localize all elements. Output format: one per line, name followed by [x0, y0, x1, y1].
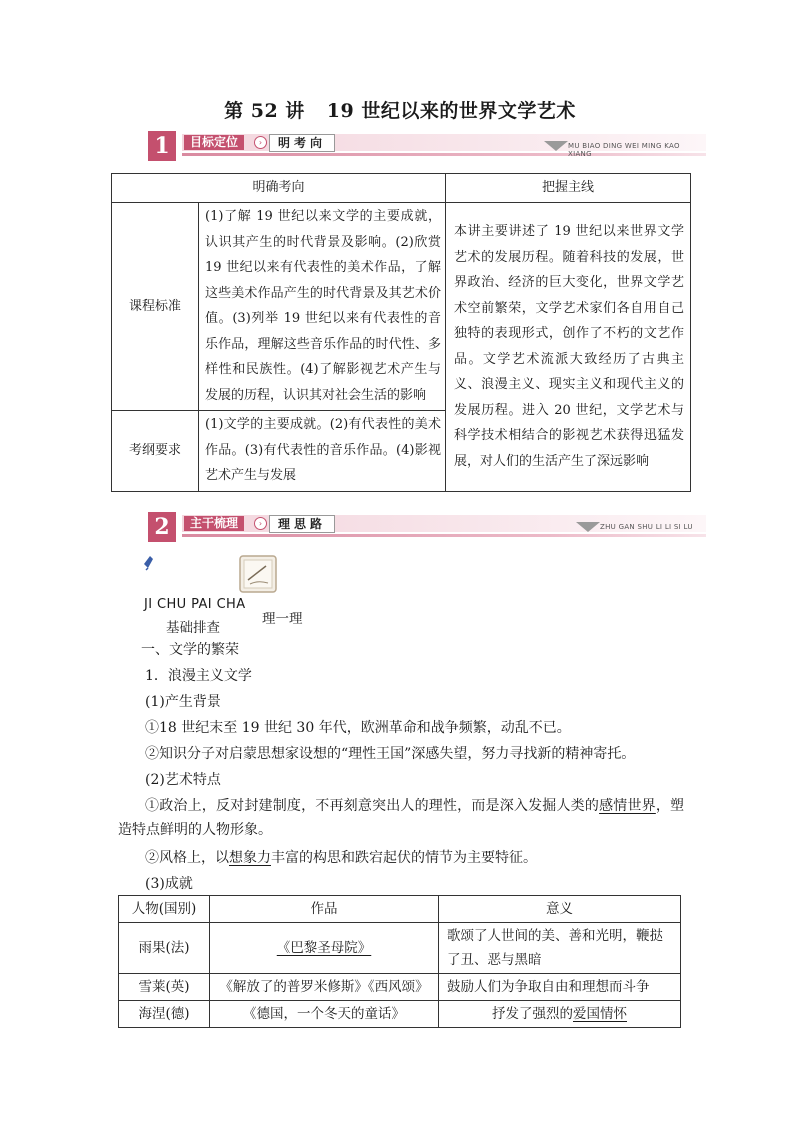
- section-pinyin: MU BIAO DING WEI MING KAO XIANG: [568, 142, 680, 158]
- paragraph: ①18 世纪末至 19 世纪 30 年代，欧洲革命和战争频繁，动乱不已。: [145, 720, 571, 736]
- page-title: [0, 96, 800, 123]
- decor-icons: [140, 550, 290, 598]
- table-header: 作品: [210, 896, 439, 923]
- heading-literature: 一、文学的繁荣: [141, 642, 239, 658]
- section-banner-1: [148, 131, 706, 161]
- work-cell: 《解放了的普罗米修斯》《西风颂》: [210, 974, 439, 1001]
- arrow-right-icon: ›: [254, 517, 267, 530]
- notebook-icon: [240, 556, 276, 592]
- pen-icon: [144, 556, 153, 570]
- basics-label: 基础排查: [166, 620, 220, 636]
- meaning-cell: 鼓励人们为争取自由和理想而斗争: [439, 974, 681, 1001]
- paragraph: ①政治上，反对封建制度，不再刻意突出人的理性，而是深入发掘人类的感情世界，塑造特点鲜明的人物形象。: [118, 798, 685, 838]
- meaning-cell: 歌颂了人世间的美、善和光明，鞭挞了丑、恶与黑暗: [439, 923, 681, 974]
- arrow-right-icon: ›: [254, 136, 267, 149]
- meaning-cell: 抒发了强烈的爱国情怀: [439, 1001, 681, 1028]
- work-cell: 《德国，一个冬天的童话》: [210, 1001, 439, 1028]
- section-pinyin: ZHU GAN SHU LI LI SI LU: [600, 523, 693, 531]
- table-row: [119, 974, 681, 1001]
- table-header: 意义: [439, 896, 681, 923]
- table-row: [112, 174, 691, 203]
- table-row: [119, 896, 681, 923]
- basics-pinyin: JI CHU PAI CHA: [144, 597, 246, 612]
- lecture-number: 第 52 讲: [224, 100, 305, 122]
- section-number: 2: [148, 512, 176, 542]
- section-subtitle: 理思路: [269, 515, 335, 533]
- row-label: 课程标准: [112, 203, 199, 411]
- triangle-mark-icon: [576, 522, 600, 532]
- table-row: [112, 203, 691, 411]
- section-tag: 目标定位: [184, 135, 244, 150]
- triangle-mark-icon: [544, 141, 568, 151]
- heading-achievements: (3)成就: [145, 876, 193, 892]
- table-header: 人物(国别): [119, 896, 210, 923]
- person-cell: 雨果(法): [119, 923, 210, 974]
- person-cell: 雪莱(英): [119, 974, 210, 1001]
- row-content: (1)文学的主要成就。(2)有代表性的美术作品。(3)有代表性的音乐作品。(4)影视艺术产生与发展: [199, 411, 446, 492]
- work-cell: 《巴黎圣母院》: [210, 923, 439, 974]
- lecture-topic: 19 世纪以来的世界文学艺术: [326, 100, 576, 122]
- heading-background: (1)产生背景: [145, 694, 221, 710]
- goals-table: [111, 173, 691, 492]
- underlined-answer: 感情世界: [599, 798, 656, 814]
- section-subtitle: 明考向: [269, 134, 335, 152]
- heading-romanticism: 1．浪漫主义文学: [145, 668, 252, 684]
- paragraph: ②风格上，以想象力丰富的构思和跌宕起伏的情节为主要特征。: [145, 850, 537, 866]
- achievements-table: [118, 895, 681, 1028]
- paragraph: ②知识分子对启蒙思想家设想的“理性王国”深感失望，努力寻找新的精神寄托。: [145, 746, 636, 762]
- table-row: [119, 1001, 681, 1028]
- table-row: [119, 923, 681, 974]
- table-header: 把握主线: [446, 174, 691, 203]
- section-banner-2: [148, 512, 706, 542]
- person-cell: 海涅(德): [119, 1001, 210, 1028]
- heading-features: (2)艺术特点: [145, 772, 221, 788]
- underlined-answer: 想象力: [229, 850, 271, 866]
- row-content: (1)了解 19 世纪以来文学的主要成就，认识其产生的时代背景及影响。(2)欣赏 19 世纪以来有代表性的美术作品，了解这些美术作品产生的时代背景及其艺术价值。(3)列举 19 世纪以来有代表性的音乐作品，理解这些音乐作品的时代性、多样性和民族性。(4)了解影视艺术产生与发展的历程，认识其对社会生活的影响: [199, 203, 446, 411]
- sort-label: 理一理: [262, 611, 303, 627]
- section-tag: 主干梳理: [184, 516, 244, 531]
- table-header: 明确考向: [112, 174, 446, 203]
- row-label: 考纲要求: [112, 411, 199, 492]
- mainline-text: 本讲主要讲述了 19 世纪以来世界文学艺术的发展历程。随着科技的发展，世界政治、经济的巨大变化，世界文学艺术空前繁荣，文学艺术家们各自用自己独特的表现形式，创作了不朽的文艺作品。文学艺术流派大致经历了古典主义、浪漫主义、现实主义和现代主义的发展历程。进入 20 世纪，文学艺术与科学技术相结合的影视艺术获得迅猛发展，对人们的生活产生了深远影响: [446, 203, 691, 492]
- section-number: 1: [148, 131, 176, 161]
